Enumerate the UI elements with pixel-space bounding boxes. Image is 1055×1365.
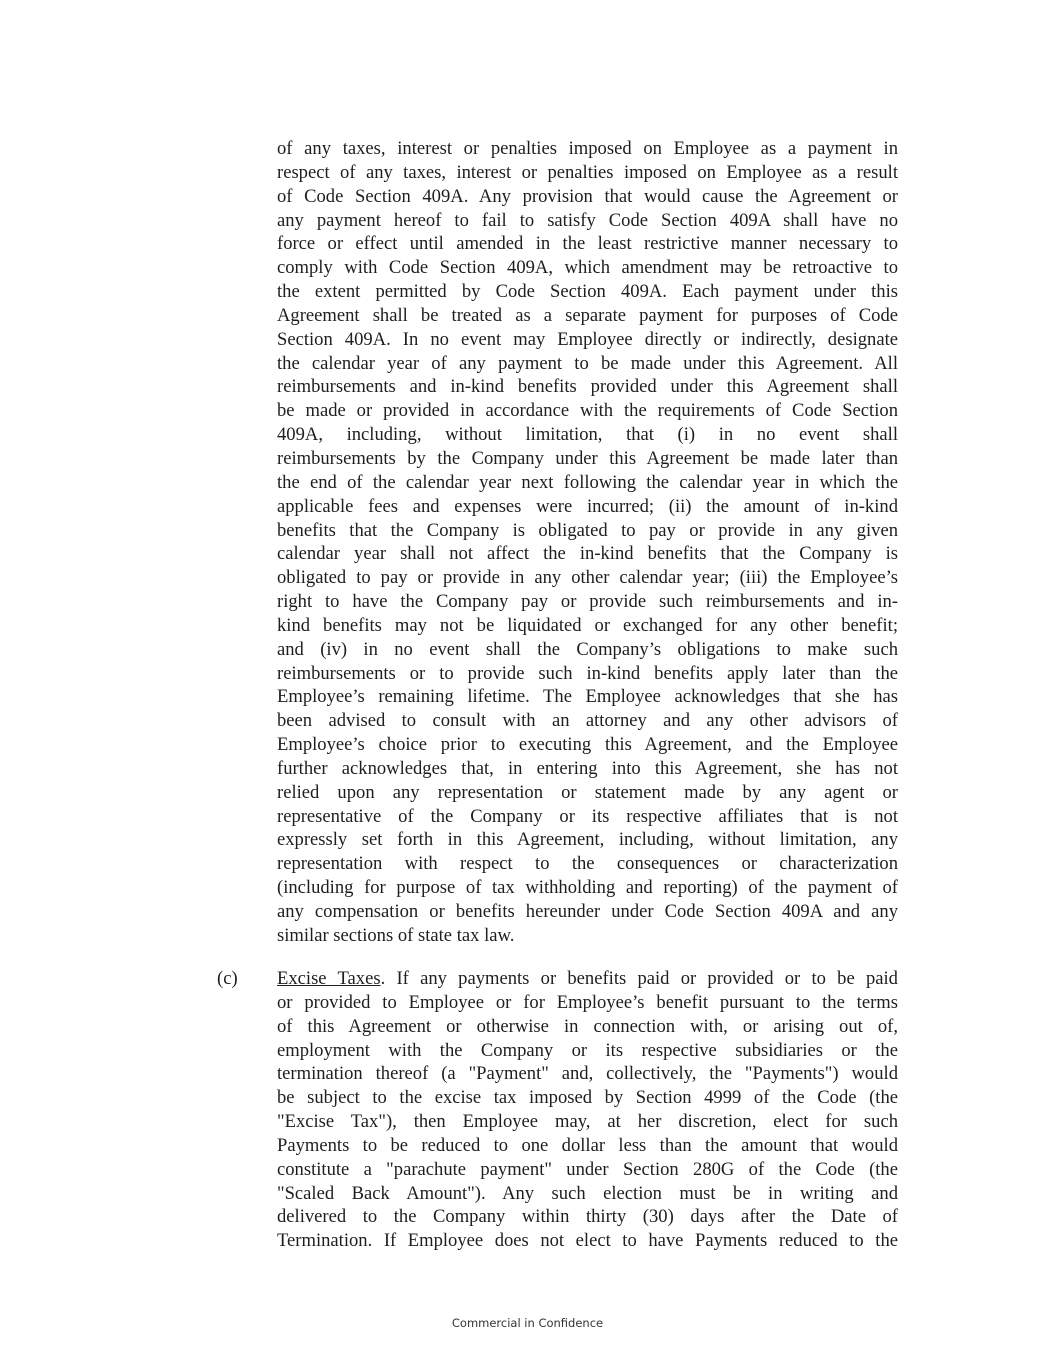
text-line: reimbursements and in-kind benefits provided under this Agreement shall [277, 376, 898, 398]
paragraph-409a-continued [277, 137, 898, 948]
text-line: benefits that the Company is obligated to pay or provide in any given [277, 519, 898, 541]
text-line: been advised to consult with an attorney and any other advisors of [277, 710, 898, 732]
text-line: of any taxes, interest or penalties imposed on Employee as a payment in [277, 138, 898, 159]
text-line: any payment hereof to fail to satisfy Code Section 409A shall have no [277, 209, 898, 231]
text-line: applicable fees and expenses were incurred; (ii) the amount of in-kind [277, 495, 898, 517]
text-line: Termination. If Employee does not elect to have Payments reduced to the [277, 1230, 898, 1252]
section-c-first-line-text: . If any payments or benefits paid or provided or to be paid [380, 968, 898, 989]
text-line: delivered to the Company within thirty (30) days after the Date of [277, 1206, 898, 1228]
text-line: of Code Section 409A. Any provision that would cause the Agreement or [277, 185, 898, 207]
text-line: further acknowledges that, in entering into this Agreement, she has not [277, 757, 898, 779]
text-line: termination thereof (a "Payment" and, collectively, the "Payments") would [277, 1063, 898, 1085]
text-line: of this Agreement or otherwise in connection with, or arising out of, [277, 1015, 898, 1037]
footer-confidentiality: Commercial in Confidence [451, 1316, 604, 1330]
text-line: representation with respect to the consequences or characterization [277, 853, 898, 875]
text-line: the calendar year of any payment to be made under this Agreement. All [277, 352, 898, 374]
text-line: expressly set forth in this Agreement, including, without limitation, any [277, 829, 898, 851]
text-line: reimbursements by the Company under this Agreement be made later than [277, 447, 898, 469]
text-line: 409A, including, without limitation, that (i) in no event shall [277, 424, 898, 446]
text-line: be made or provided in accordance with the requirements of Code Section [277, 400, 898, 422]
text-line: and (iv) in no event shall the Company’s obligations to make such [277, 638, 898, 660]
text-line: "Scaled Back Amount"). Any such election must be in writing and [277, 1182, 898, 1204]
text-line: be subject to the excise tax imposed by Section 4999 of the Code (the [277, 1087, 898, 1109]
section-c-first-line [277, 967, 898, 991]
text-line: obligated to pay or provide in any other calendar year; (iii) the Employee’s [277, 567, 898, 589]
section-c-excise-taxes [277, 967, 898, 1253]
text-line: employment with the Company or its respective subsidiaries or the [277, 1039, 898, 1061]
text-line: the extent permitted by Code Section 409A. Each payment under this [277, 281, 898, 303]
text-line: Employee’s choice prior to executing this Agreement, and the Employee [277, 734, 898, 756]
text-line: "Excise Tax"), then Employee may, at her discretion, elect for such [277, 1111, 898, 1133]
text-line: or provided to Employee or for Employee’s benefit pursuant to the terms [277, 991, 898, 1013]
text-line: respect of any taxes, interest or penalties imposed on Employee as a result [277, 161, 898, 183]
text-line: kind benefits may not be liquidated or exchanged for any other benefit; [277, 614, 898, 636]
text-line: Agreement shall be treated as a separate payment for purposes of Code [277, 304, 898, 326]
section-c-marker: (c) [217, 968, 238, 989]
text-line: relied upon any representation or statement made by any agent or [277, 781, 898, 803]
text-line: Employee’s remaining lifetime. The Employee acknowledges that she has [277, 686, 898, 708]
text-line: any compensation or benefits hereunder under Code Section 409A and any [277, 901, 898, 922]
text-line: reimbursements or to provide such in-kind benefits apply later than the [277, 662, 898, 684]
text-line: (including for purpose of tax withholding and reporting) of the payment of [277, 877, 898, 899]
text-line: constitute a "parachute payment" under Section 280G of the Code (the [277, 1158, 898, 1180]
text-line: comply with Code Section 409A, which amendment may be retroactive to [277, 257, 898, 279]
text-line: Section 409A. In no event may Employee directly or indirectly, designate [277, 328, 898, 350]
text-line: force or effect until amended in the least restrictive manner necessary to [277, 233, 898, 255]
text-line: right to have the Company pay or provide such reimbursements and in- [277, 591, 898, 613]
text-line: Payments to be reduced to one dollar less than the amount that would [277, 1134, 898, 1156]
text-line: the end of the calendar year next following the calendar year in which the [277, 471, 898, 493]
text-line: representative of the Company or its respective affiliates that is not [277, 805, 898, 827]
text-line: similar sections of state tax law. [277, 924, 515, 946]
text-line: calendar year shall not affect the in-kind benefits that the Company is [277, 543, 898, 565]
section-c-heading: Excise Taxes [277, 968, 381, 989]
